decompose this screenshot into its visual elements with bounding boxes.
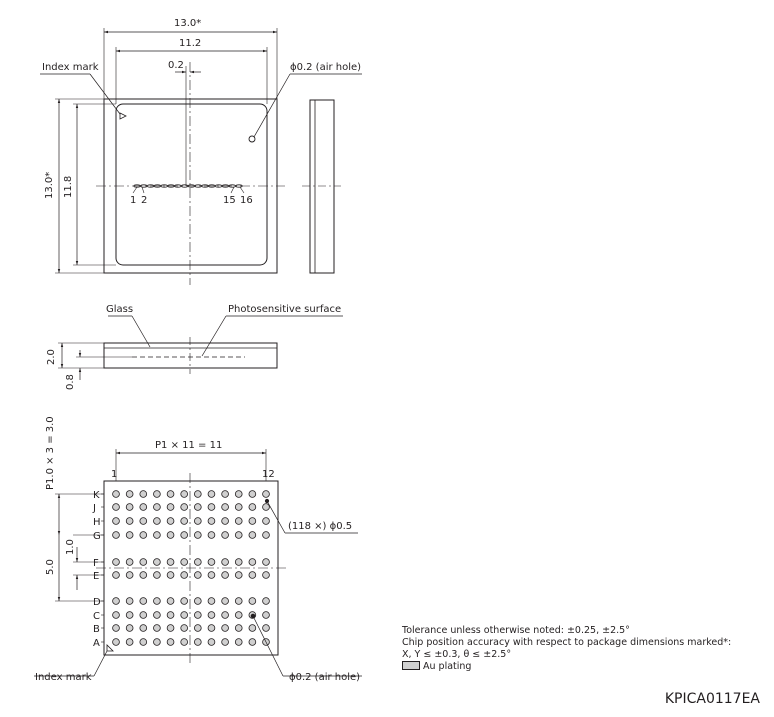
solder-ball [126,598,133,605]
solder-ball [263,532,270,539]
solder-ball [222,491,229,498]
solder-ball [249,504,256,511]
solder-ball [113,639,120,646]
solder-ball [194,504,201,511]
solder-ball [208,518,215,525]
solder-ball [126,491,133,498]
solder-ball [235,491,242,498]
solder-ball [154,532,161,539]
row-label: D [93,597,101,608]
solder-ball [194,572,201,579]
dim-gap-large-label: 5.0 [45,559,56,575]
pixel-label-15: 15 [223,195,236,206]
solder-ball [167,625,174,632]
solder-ball [140,598,147,605]
solder-ball [249,532,256,539]
row-label: J [93,503,96,514]
pixel-label-1: 1 [130,195,137,206]
solder-ball [181,612,188,619]
solder-ball [167,572,174,579]
row-label: F [93,558,99,569]
solder-ball [126,504,133,511]
solder-ball [113,491,120,498]
solder-ball [208,491,215,498]
pixel-label-16: 16 [240,195,253,206]
index-mark-label: Index mark [42,62,99,73]
solder-ball [222,532,229,539]
row-label: A [93,638,100,649]
solder-ball [208,625,215,632]
solder-ball [235,612,242,619]
solder-ball [154,612,161,619]
solder-ball [208,559,215,566]
solder-ball [154,504,161,511]
solder-ball [113,559,120,566]
chip-position-note: Chip position accuracy with respect to package dimensions marked*: [402,637,732,648]
solder-ball [167,559,174,566]
row-label: G [93,531,101,542]
solder-ball [154,491,161,498]
solder-ball [194,598,201,605]
dim-slit-offset-label: 0.2 [168,60,184,71]
dim-surface-height-label: 0.8 [65,374,76,390]
solder-ball [140,572,147,579]
solder-ball [181,559,188,566]
solder-ball [181,572,188,579]
dim-thickness-label: 2.0 [46,349,57,365]
solder-ball [154,559,161,566]
solder-ball [113,572,120,579]
solder-ball [249,518,256,525]
solder-ball [222,625,229,632]
solder-ball [222,559,229,566]
dim-width-outer-label: 13.0* [174,18,202,29]
index-mark-bottom-label: Index mark [35,672,92,683]
plating-label: Au plating [423,661,472,672]
dim-pitch-vertical-label: P1.0 × 3 = 3.0 [45,416,56,490]
index-mark-bottom-icon [107,645,113,651]
solder-ball [181,491,188,498]
solder-ball [235,598,242,605]
xy-theta-note: X, Y ≤ ±0.3, θ ≤ ±2.5° [402,649,512,660]
solder-ball [222,572,229,579]
solder-ball [167,532,174,539]
row-label: B [93,624,100,635]
solder-ball [222,598,229,605]
solder-ball [263,504,270,511]
row-label: K [93,490,100,501]
dim-height-outer-label: 13.0* [44,171,55,199]
solder-ball [235,559,242,566]
solder-ball [235,572,242,579]
solder-ball [140,559,147,566]
solder-ball [167,504,174,511]
solder-ball [167,639,174,646]
solder-ball [235,504,242,511]
solder-ball [263,612,270,619]
solder-ball [222,612,229,619]
solder-ball [126,625,133,632]
solder-ball [208,532,215,539]
solder-ball [113,598,120,605]
solder-ball [167,598,174,605]
solder-ball [140,532,147,539]
drawing-code: KPICA0117EA [664,691,760,707]
solder-ball [235,532,242,539]
dim-height-inner-label: 11.8 [63,175,74,198]
package-side-outline [104,343,277,368]
air-hole-bottom-label: ϕ0.2 (air hole) [289,672,361,683]
solder-ball [167,518,174,525]
solder-ball [154,598,161,605]
solder-ball [140,612,147,619]
solder-ball [140,625,147,632]
solder-ball [167,491,174,498]
solder-ball [208,612,215,619]
side-view [58,316,343,380]
solder-ball [154,639,161,646]
index-mark-icon [120,113,126,119]
solder-ball [181,639,188,646]
solder-ball [194,491,201,498]
solder-ball [249,559,256,566]
tolerance-note: Tolerance unless otherwise noted: ±0.25, ±2.5° [402,625,630,636]
solder-ball [249,598,256,605]
dim-pitch-horizontal-label: P1 × 11 = 11 [155,440,223,451]
solder-ball [249,491,256,498]
solder-ball [208,598,215,605]
solder-ball [181,532,188,539]
row-label: H [93,517,101,528]
solder-ball [263,598,270,605]
solder-ball [222,639,229,646]
solder-ball [235,639,242,646]
col-first-label: 1 [111,469,118,480]
dim-gap-small-label: 1.0 [65,539,76,555]
dim-width-inner-label: 11.2 [179,38,202,49]
solder-ball [126,612,133,619]
solder-ball [222,518,229,525]
solder-ball [126,572,133,579]
solder-ball [208,639,215,646]
solder-ball [194,625,201,632]
solder-ball [235,518,242,525]
solder-ball [263,491,270,498]
solder-ball [263,559,270,566]
solder-ball [167,612,174,619]
solder-ball [194,639,201,646]
solder-ball [126,518,133,525]
solder-ball [181,625,188,632]
solder-ball [140,518,147,525]
row-labels [92,490,104,649]
solder-ball [208,504,215,511]
solder-ball [181,504,188,511]
bottom-view [34,449,362,676]
plating-legend [402,661,471,672]
solder-ball [263,625,270,632]
solder-ball [113,532,120,539]
glass-label: Glass [106,304,134,315]
solder-ball [263,518,270,525]
solder-ball [181,518,188,525]
solder-ball [113,504,120,511]
side-view-right [302,100,341,273]
photosensitive-surface-label: Photosensitive surface [228,304,342,315]
solder-ball [181,598,188,605]
solder-ball [194,612,201,619]
solder-ball [113,612,120,619]
solder-ball [154,625,161,632]
solder-ball [126,559,133,566]
air-hole-label: ϕ0.2 (air hole) [290,62,362,73]
solder-ball [126,639,133,646]
solder-ball [126,532,133,539]
col-last-label: 12 [262,469,275,480]
solder-ball [113,518,120,525]
solder-ball [249,639,256,646]
solder-ball [194,532,201,539]
solder-ball [263,572,270,579]
row-label: E [93,571,100,582]
solder-ball [140,639,147,646]
ball-count-label: (118 ×) ϕ0.5 [288,521,353,532]
solder-ball [113,625,120,632]
solder-ball [140,504,147,511]
solder-ball [154,572,161,579]
solder-ball [208,572,215,579]
row-label: C [93,611,100,622]
solder-ball [249,625,256,632]
pixel-label-2: 2 [141,195,148,206]
plating-swatch [402,661,420,670]
solder-ball [140,491,147,498]
solder-ball [154,518,161,525]
solder-ball [194,559,201,566]
solder-ball [222,504,229,511]
solder-ball [194,518,201,525]
solder-ball [235,625,242,632]
solder-ball [249,572,256,579]
